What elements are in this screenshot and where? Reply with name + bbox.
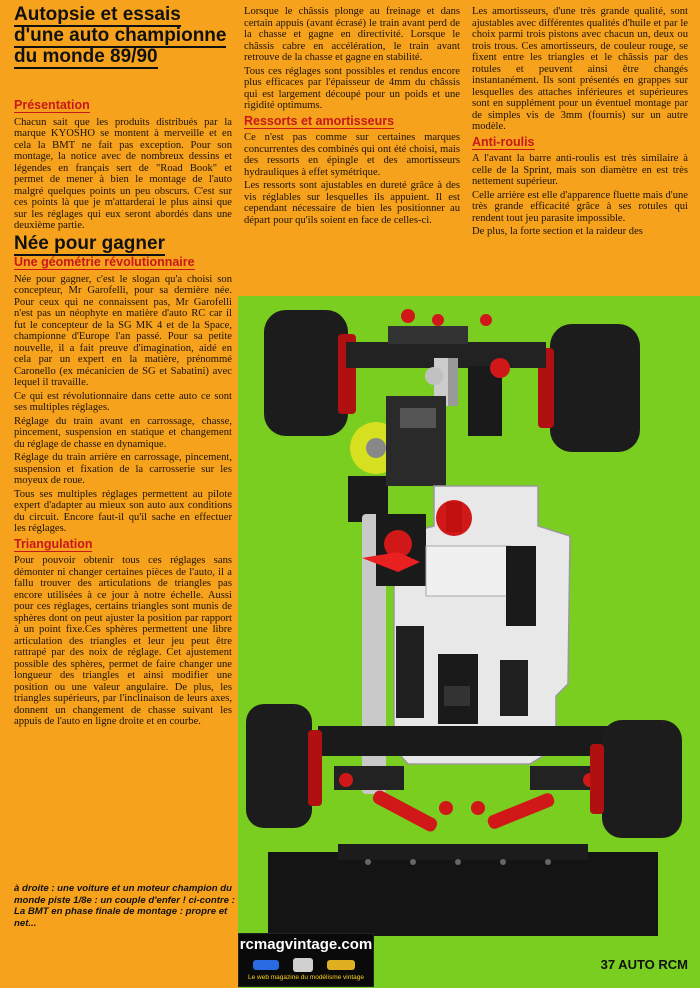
geometrie-paragraph: Réglage du train arrière en carrossage, pincement, suspension et fixation de la carrosserie sur les moyeux de roue. [14,452,232,486]
fuel-tank [426,546,510,596]
photo-caption: à droite : une voiture et un moteur champion du monde piste 1/8e : un couple d'enfer ! ci-contre : La BMT en phase finale de montage : propre et net... [14,883,235,929]
heading-triangulation: Triangulation [14,536,93,551]
antiroulis-paragraph: De plus, la forte section et la raideur des [472,226,643,237]
ressorts-paragraph: Ce n'est pas comme sur certaines marques concurrentes des combinés qui ont été choisi, mais des ressorts en épingle et des amortisseurs hydrauliques à effet symétrique. [244,132,460,178]
heading-geometrie: Une géométrie révolutionnaire [14,255,195,269]
rc-car-chassis-illustration [238,296,700,988]
front-right-tire [550,324,640,452]
rear-bumper [268,852,658,936]
article-title: Autopsie et essais d'une auto championne du monde 89/90 [14,4,227,67]
intro-paragraph: Lorsque le châssis plonge au freinage et dans certain appuis (avant écrasé) le train avant perd de la chasse et gagne en directivité. Lorsque le châssis cabre en accélération, le train avant retrouve de la chasse et gagne en stabilité. [244,6,460,63]
chassis-paragraph: Tous ces réglages sont possibles et rendus encore plus efficaces par l'épaisseur de 4mm du châssis qui est largement découpé pour un poids et une rigidité optimums. [244,65,460,111]
ressorts-paragraph: Les ressorts sont ajustables en dureté grâce à des vis réglables sur lesquelles ils appuient. Il est cependant nécessaire de bien les positionner au départ pour qu'ils soient en face de celles-ci. [244,180,460,226]
rear-left-tire [246,704,312,828]
column-1 [14,96,232,730]
logo-cars-graphic [239,954,373,974]
amortisseurs-paragraph: Les amortisseurs, d'une très grande qualité, sont ajustables avec différentes qualités d'huile et par le choix parmi trois pistons avec chacun un, deux ou trois trous. Ces amortisseurs, de couleur rouge, se fixent entre les triangles et le châssis par des rotules et peuvent ainsi être changés instantanément. Ils sont présentés en grappes sur lesquelles des attaches inférieures et supérieures sont en supplément pour un éventuel montage par de simples vis de 3mm (fournis) sur un autre modèle. [472,6,688,132]
heading-anti-roulis: Anti-roulis [472,134,535,149]
chassis-photo [238,296,700,988]
geometrie-paragraph: Tous ses multiples réglages permettent au pilote expert d'adapter au mieux son auto aux conditions du circuit. Encore faut-il qu'il sache en effectuer les réglages. [14,488,232,534]
logo-text: rcmagvintage.com [239,936,373,953]
geometrie-paragraph: Réglage du train avant en carrossage, chasse, pincement, suspension en statique et changement du réglage de chasse en dynamique. [14,415,232,450]
presentation-paragraph: Chacun sait que les produits distribués par la marque KYOSHO se montent à merveille et en cela la BMT ne fait pas exception. Pour son montage, la notice avec de nombreux dessins et légendes en français sert de "Road Book" et permet de mener à bien le montage de l'auto malgré quelques points un peu obscurs. C'est sur ces points là que je m'attarderai le plus ainsi que sur les réglages qui eux seront abordés dans une deuxième partie. [14,116,232,231]
antiroulis-paragraph: Celle arrière est elle d'apparence fluette mais d'une très grande efficacité grâce à ses rotules qui rendent tout jeu parasite impossible. [472,189,688,224]
front-left-tire [264,310,348,436]
antiroulis-paragraph: A l'avant la barre anti-roulis est très similaire à celle de la Sprint, mais son diamètre en est très nettement supérieur. [472,153,688,187]
column-3 [472,6,688,240]
battery-pack-left [396,626,424,718]
heading-presentation: Présentation [14,98,90,112]
rcmagvintage-logo [238,933,374,987]
page-footer: 37 AUTO RCM [600,957,688,972]
logo-subtitle: Le web magazine du modélisme vintage [248,974,364,981]
battery-pack-right [500,660,528,716]
geometrie-paragraph: Née pour gagner, c'est le slogan qu'a choisi son concepteur, Mr Garofelli, pour sa dernière née. Pour ceux qui ne connaissent pas, Mr Garofelli n'est pas un néophyte en matière d'auto RC car il fut le concepteur de la SG MK 4 et de la Space, championne d'Europe l'an passé. Pour sa petite nouvelle, il a fait preuve d'imagination, aidé en cela par un expert en la matière, prénommé Caronello (ex mécanicien de SG et Sabatini) avec lequel il travaille. [14,273,232,388]
geometrie-paragraph: Ce qui est révolutionnaire dans cette auto ce sont ses multiples réglages. [14,390,232,413]
triangulation-paragraph: Pour pouvoir obtenir tous ces réglages sans démonter ni changer certaines pièces de l'auto, il a fallu trouver des articulations de triangles pas encore utilisées à ce jour à notre échelle. Aussi pour ces réglages, certains triangles sont munis de sphères dont on peut ajuster la position par rapport à un point fixe.Ces sphères permettent une libre articulation des triangles et leur jeu peut être rattrapé par des noix de réglage. Cet ajustement possible des sphères, permet de faire changer une longueur des triangles et ainsi modifier une position ou une valeur angulaire. De plus, les triangles supérieurs, par l'inclinaison de leurs axes, donnent un changement de chasse suivant les appuis de l'auto en ligne droite et en courbe. [14,555,232,727]
heading-ressorts: Ressorts et amortisseurs [244,113,395,128]
column-2 [244,6,460,228]
heading-nee-pour-gagner: Née pour gagner [14,232,165,254]
rear-right-tire [602,720,682,838]
